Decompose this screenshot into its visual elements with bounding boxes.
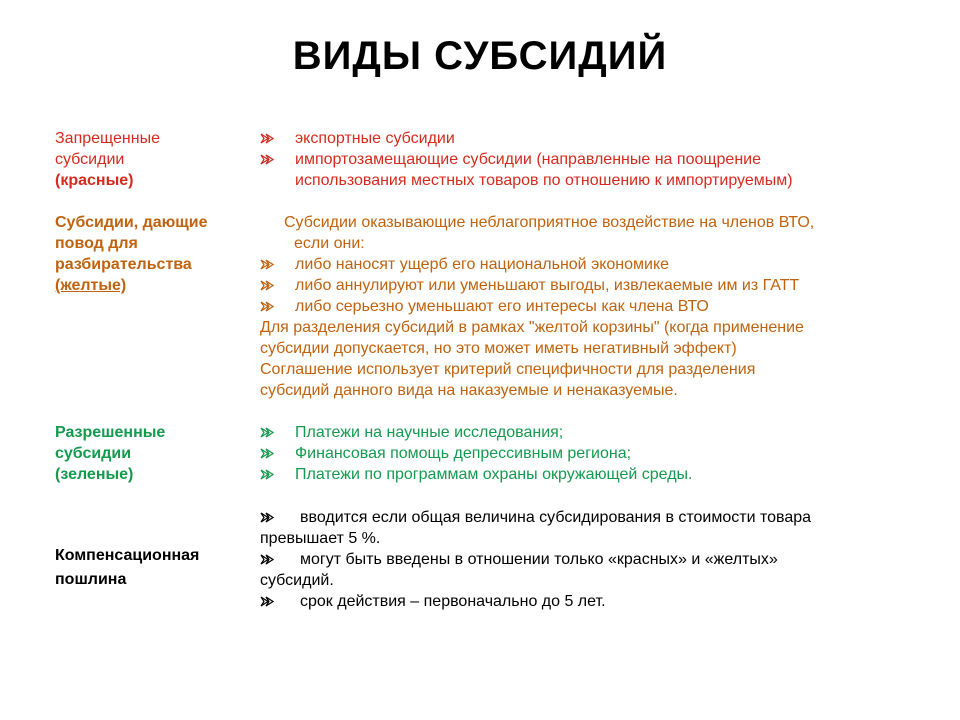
yellow-label-line: Субсидии, дающие [55,214,208,231]
list-item-continuation: субсидий. [260,572,334,589]
list-item: либо аннулируют или уменьшают выгоды, извлекаемые им из ГАТТ [260,275,930,296]
list-item: Финансовая помощь депрессивным региона; [260,443,930,464]
red-label-line: субсидии [55,151,125,168]
list-item: срок действия – первоначально до 5 лет. [260,591,930,612]
yellow-note-line: субсидий данного вида на наказуемые и ненаказуемые. [260,382,678,399]
red-subsidies-content [260,128,930,191]
list-item: экспортные субсидии [260,128,930,149]
list-item: либо серьезно уменьшают его интересы как члена ВТО [260,296,930,317]
red-label-line: Запрещенные [55,130,160,147]
red-subsidies-label [55,128,255,191]
yellow-note-line: Для разделения субсидий в рамках "желтой корзины" (когда применение [260,319,804,336]
green-label-line: Разрешенные [55,424,166,441]
yellow-subsidies-content [260,212,930,401]
list-item-continuation: использования местных товаров по отношению к импортируемым) [295,172,793,189]
green-label-line: (зеленые) [55,466,134,483]
arrow-bullet-icon [260,149,274,170]
arrow-bullet-icon [260,464,274,485]
list-item: либо наносят ущерб его национальной экономике [260,254,930,275]
duty-label-line: Компенсационная [55,547,200,564]
yellow-note-line: Соглашение использует критерий специфичности для разделения [260,361,756,378]
duty-label-line: пошлина [55,571,127,588]
green-subsidies-content [260,422,930,485]
yellow-label-line: (желтые) [55,277,127,294]
arrow-bullet-icon [260,507,274,528]
arrow-bullet-icon [260,549,274,570]
list-item: могут быть введены в отношении только «красных» и «желтых» [260,549,930,570]
arrow-bullet-icon [260,422,274,443]
green-subsidies-label [55,422,255,485]
compensatory-duty-content [260,507,930,612]
arrow-bullet-icon [260,591,274,612]
yellow-intro-line: Субсидии оказывающие неблагоприятное воздействие на членов ВТО, [284,214,815,231]
yellow-label-line: повод для [55,235,138,252]
compensatory-duty-label [55,544,255,592]
arrow-bullet-icon [260,443,274,464]
yellow-intro-line: если они: [294,235,365,252]
list-item: вводится если общая величина субсидирования в стоимости товара [260,507,930,528]
arrow-bullet-icon [260,128,274,149]
yellow-note-line: субсидии допускается, но это может иметь негативный эффект) [260,340,737,357]
green-label-line: субсидии [55,445,132,462]
yellow-subsidies-label [55,212,255,296]
red-label-line: (красные) [55,172,134,189]
list-item-continuation: превышает 5 %. [260,530,381,547]
arrow-bullet-icon [260,296,274,317]
arrow-bullet-icon [260,254,274,275]
list-item: Платежи на научные исследования; [260,422,930,443]
list-item: Платежи по программам охраны окружающей среды. [260,464,930,485]
page-title: ВИДЫ СУБСИДИЙ [292,34,668,78]
yellow-label-line: разбирательства [55,256,192,273]
arrow-bullet-icon [260,275,274,296]
list-item: импортозамещающие субсидии (направленные на поощрение [260,149,930,170]
